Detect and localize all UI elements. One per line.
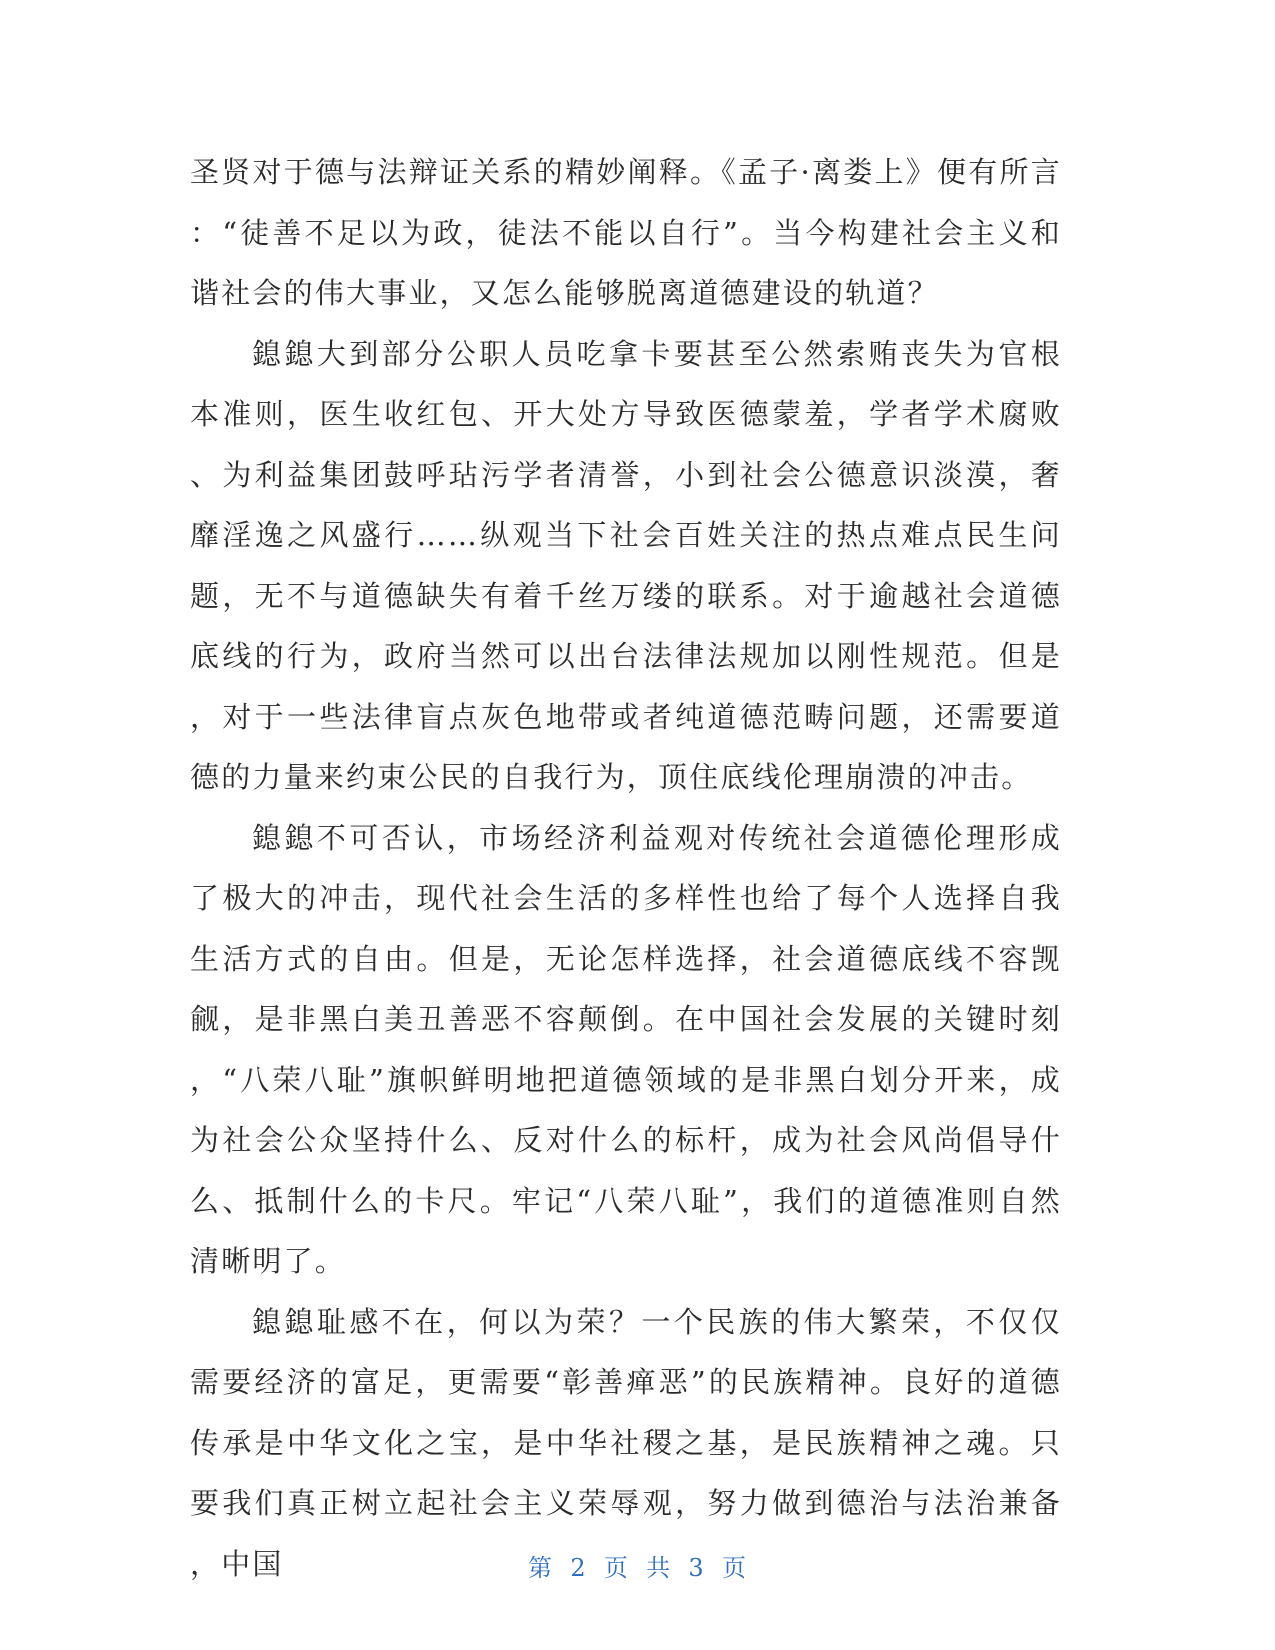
footer-suffix: 页: [721, 1554, 747, 1582]
footer-total-pages: 3: [688, 1554, 714, 1582]
paragraph-3: 鎴鎴不可否认，市场经济利益观对传统社会道德伦理形成了极大的冲击，现代社会生活的多样性也给了每个人选择自我生活方式的自由。但是，无论怎样选择，社会道德底线不容觊觎，是非黑白美丑善恶不容颠倒。在中国社会发展的关键时刻，“八荣八耻”旗帜鲜明地把道德领域的是非黑白划分开来，成为社会公众坚持什么、反对什么的标杆，成为社会风尚倡导什么、抵制什么的卡尺。牢记“八荣八耻”，我们的道德准则自然清晰明了。: [190, 820, 1062, 1278]
footer-current-page: 2: [570, 1554, 596, 1582]
paragraph-4: 鎴鎴耻感不在，何以为荣？一个民族的伟大繁荣，不仅仅需要经济的富足，更需要“彰善瘅恶”的民族精神。良好的道德传承是中华文化之宝，是中华社稷之基，是民族精神之魂。只要我们真正树立起社会主义荣辱观，努力做到德治与法治兼备，中国: [190, 1304, 1062, 1581]
footer-prefix: 第: [528, 1554, 562, 1582]
body-text: [190, 142, 1062, 1594]
footer-total-prefix: 共: [646, 1554, 680, 1582]
footer-page-word: 页: [603, 1554, 638, 1582]
paragraph-2: 鎴鎴大到部分公职人员吃拿卡要甚至公然索贿丧失为官根本准则，医生收红包、开大处方导致医德蒙羞，学者学术腐败、为利益集团鼓呼玷污学者清誉，小到社会公德意识淡漠，奢靡淫逸之风盛行……纵观当下社会百姓关注的热点难点民生问题，无不与道德缺失有着千丝万缕的联系。对于逾越社会道德底线的行为，政府当然可以出台法律法规加以刚性规范。但是，对于一些法律盲点灰色地带或者纯道德范畴问题，还需要道德的力量来约束公民的自我行为，顶住底线伦理崩溃的冲击。: [190, 336, 1062, 794]
paragraph-1: 圣贤对于德与法辩证关系的精妙阐释。《孟子·离娄上》便有所言：“徒善不足以为政，徒法不能以自行”。当今构建社会主义和谐社会的伟大事业，又怎么能够脱离道德建设的轨道？: [190, 155, 1062, 310]
page-footer: [0, 1548, 1275, 1583]
